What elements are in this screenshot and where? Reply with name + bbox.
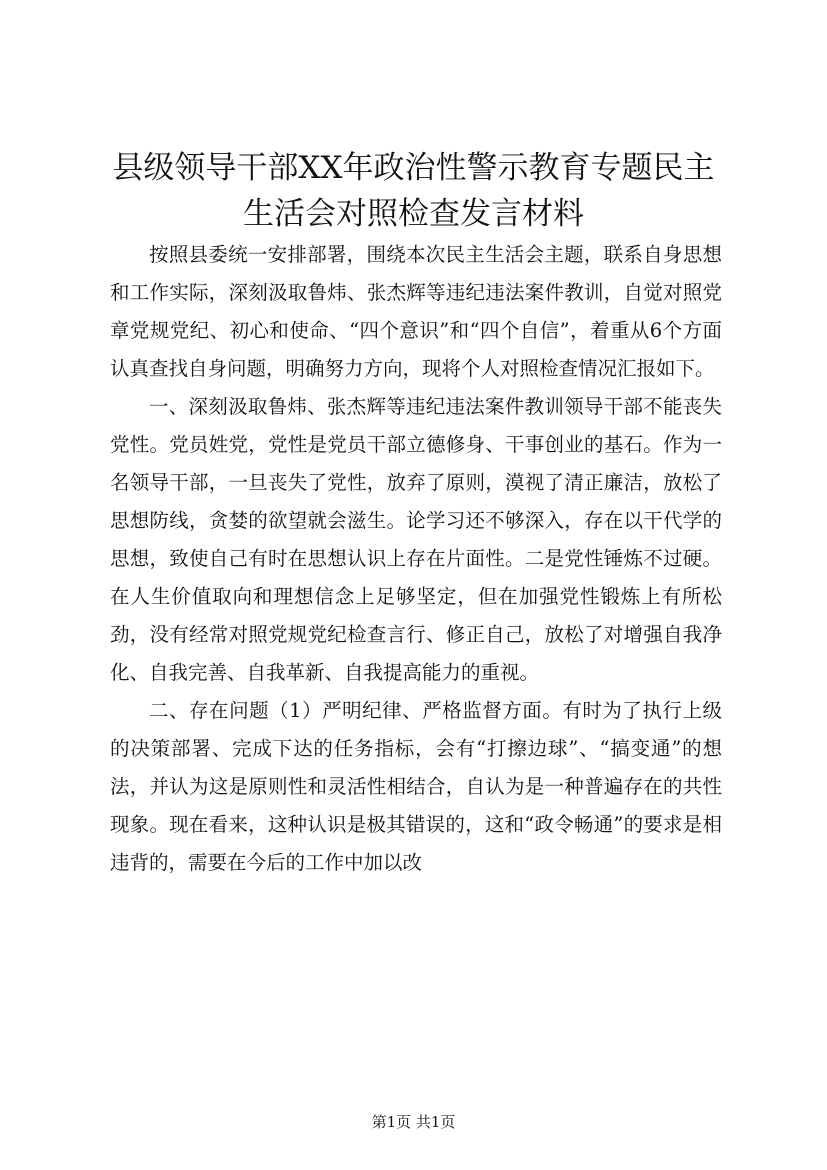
document-title-line-2: 生活会对照检查发言材料 xyxy=(243,196,584,232)
document-title-line-1: 县级领导干部XX年政治性警示教育专题民主 xyxy=(112,150,715,186)
paragraph-intro: 按照县委统一安排部署，围绕本次民主生活会主题，联系自身思想和工作实际，深刻汲取鲁炜、张杰辉等违纪违法案件教训，自觉对照党章党规党纪、初心和使命、“四个意识”和“四个自信”，着重从6个方面认真查找自身问题，明确努力方向，现将个人对照检查情况汇报如下。 xyxy=(110,243,722,380)
paragraph-section-1: 一、深刻汲取鲁炜、张杰辉等违纪违法案件教训领导干部不能丧失党性。党员姓党，党性是党员干部立德修身、干事创业的基石。作为一名领导干部，一旦丧失了党性，放弃了原则，漠视了清正廉洁，放松了思想防线，贪婪的欲望就会滋生。论学习还不够深入，存在以干代学的思想，致使自己有时在思想认识上存在片面性。二是党性锤炼不过硬。在人生价值取向和理想信念上足够坚定，但在加强党性锻炼上有所松劲，没有经常对照党规党纪检查言行、修正自己，放松了对增强自我净化、自我完善、自我革新、自我提高能力的重视。 xyxy=(110,395,722,684)
paragraph-section-2: 二、存在问题（1）严明纪律、严格监督方面。有时为了执行上级的决策部署、完成下达的任务指标，会有“打擦边球”、“搞变通”的想法，并认为这是原则性和灵活性相结合，自认为是一种普遍存在的共性现象。现在看来，这种认识是极其错误的，这和“政令畅通”的要求是相违背的，需要在今后的工作中加以改 xyxy=(110,699,722,874)
document-body xyxy=(110,236,722,882)
page-footer: 第1页 共1页 xyxy=(371,1113,456,1131)
